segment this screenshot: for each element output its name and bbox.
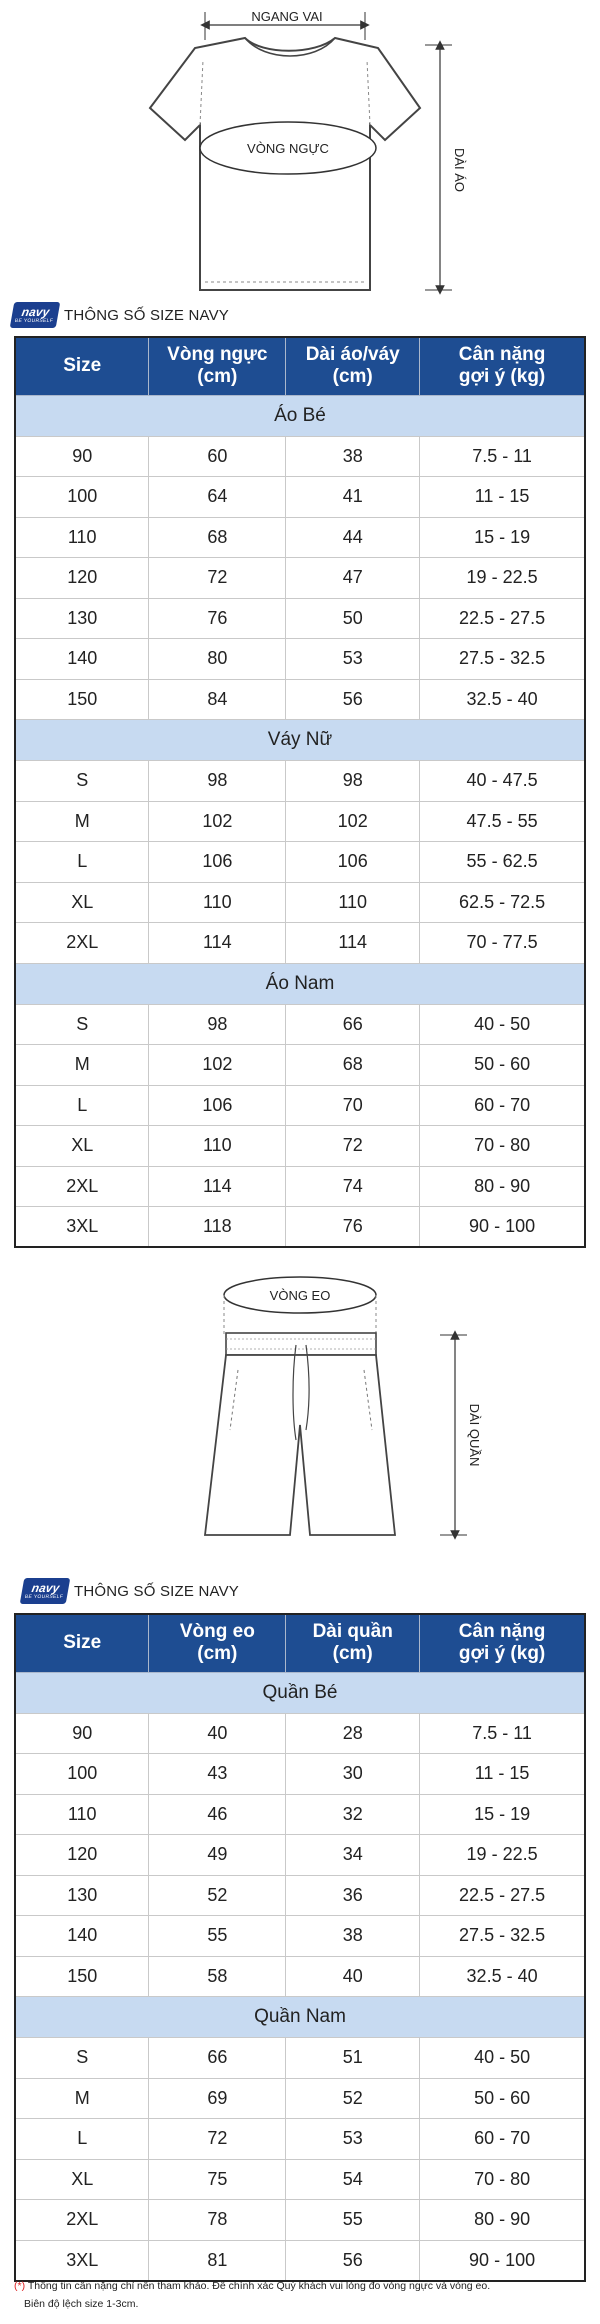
- cell-size: 100: [15, 477, 149, 518]
- section-row: [15, 963, 585, 1004]
- cell-size: 2XL: [15, 923, 149, 964]
- cell-measure: 110: [149, 1126, 286, 1167]
- cell-measure: 114: [149, 1166, 286, 1207]
- table-row: [15, 882, 585, 923]
- table-row: [15, 1835, 585, 1876]
- cell-size: 3XL: [15, 2240, 149, 2281]
- cell-length: 114: [286, 923, 420, 964]
- cell-size: S: [15, 1004, 149, 1045]
- cell-size: L: [15, 2119, 149, 2160]
- section-title: Áo Bé: [15, 395, 585, 436]
- navy-logo: navy BE YOURSELF: [20, 1578, 71, 1604]
- cell-weight: 22.5 - 27.5: [420, 1875, 585, 1916]
- cell-measure: 106: [149, 1085, 286, 1126]
- section-title: Áo Nam: [15, 963, 585, 1004]
- waist-label: VÒNG EO: [269, 1288, 331, 1303]
- cell-length: 50: [286, 598, 420, 639]
- cell-size: 100: [15, 1754, 149, 1795]
- header-weight: Cân nặng gợi ý (kg): [420, 337, 585, 395]
- cell-length: 34: [286, 1835, 420, 1876]
- footnote: [14, 2277, 586, 2313]
- table-row: [15, 1956, 585, 1997]
- cell-measure: 69: [149, 2078, 286, 2119]
- cell-length: 56: [286, 2240, 420, 2281]
- cell-length: 56: [286, 679, 420, 720]
- cell-length: 98: [286, 761, 420, 802]
- table-row: [15, 436, 585, 477]
- cell-length: 110: [286, 882, 420, 923]
- cell-measure: 43: [149, 1754, 286, 1795]
- cell-measure: 114: [149, 923, 286, 964]
- cell-length: 68: [286, 1045, 420, 1086]
- cell-size: L: [15, 1085, 149, 1126]
- cell-weight: 15 - 19: [420, 517, 585, 558]
- table-row: [15, 639, 585, 680]
- cell-size: S: [15, 2038, 149, 2079]
- cell-weight: 40 - 50: [420, 2038, 585, 2079]
- cell-size: 3XL: [15, 1207, 149, 1248]
- brand-row-shirt: [12, 300, 229, 330]
- cell-weight: 7.5 - 11: [420, 436, 585, 477]
- shorts-size-table: [14, 1613, 586, 2282]
- cell-length: 40: [286, 1956, 420, 1997]
- table-row: [15, 2038, 585, 2079]
- section-row: [15, 1997, 585, 2038]
- table-row: [15, 2159, 585, 2200]
- cell-measure: 49: [149, 1835, 286, 1876]
- cell-length: 102: [286, 801, 420, 842]
- cell-measure: 78: [149, 2200, 286, 2241]
- cell-size: 130: [15, 598, 149, 639]
- table-row: [15, 1045, 585, 1086]
- header-waist: Vòng eo (cm): [149, 1614, 286, 1672]
- footnote-marker: (*): [14, 2280, 26, 2292]
- cell-length: 38: [286, 436, 420, 477]
- cell-weight: 90 - 100: [420, 2240, 585, 2281]
- cell-weight: 19 - 22.5: [420, 558, 585, 599]
- table-row: [15, 2078, 585, 2119]
- cell-length: 41: [286, 477, 420, 518]
- chest-label: VÒNG NGỰC: [247, 141, 329, 156]
- table-row: [15, 2240, 585, 2281]
- cell-weight: 50 - 60: [420, 1045, 585, 1086]
- table-row: [15, 2200, 585, 2241]
- cell-measure: 72: [149, 2119, 286, 2160]
- cell-weight: 11 - 15: [420, 477, 585, 518]
- cell-length: 74: [286, 1166, 420, 1207]
- cell-size: 90: [15, 1713, 149, 1754]
- table-row: [15, 598, 585, 639]
- cell-weight: 90 - 100: [420, 1207, 585, 1248]
- cell-measure: 46: [149, 1794, 286, 1835]
- table-row: [15, 558, 585, 599]
- cell-weight: 80 - 90: [420, 2200, 585, 2241]
- table-row: [15, 1713, 585, 1754]
- cell-weight: 70 - 80: [420, 2159, 585, 2200]
- cell-length: 53: [286, 639, 420, 680]
- cell-length: 36: [286, 1875, 420, 1916]
- cell-measure: 80: [149, 639, 286, 680]
- cell-weight: 15 - 19: [420, 1794, 585, 1835]
- table-row: [15, 1754, 585, 1795]
- cell-measure: 60: [149, 436, 286, 477]
- cell-size: 2XL: [15, 1166, 149, 1207]
- cell-length: 28: [286, 1713, 420, 1754]
- cell-weight: 32.5 - 40: [420, 1956, 585, 1997]
- cell-measure: 55: [149, 1916, 286, 1957]
- cell-measure: 102: [149, 801, 286, 842]
- table-row: [15, 517, 585, 558]
- cell-length: 76: [286, 1207, 420, 1248]
- shirt-size-table: [14, 336, 586, 1248]
- table-row: [15, 2119, 585, 2160]
- table-header-row: [15, 337, 585, 395]
- shorts-outline: [205, 1355, 395, 1535]
- cell-measure: 72: [149, 558, 286, 599]
- shirt-diagram: [0, 0, 600, 300]
- cell-measure: 75: [149, 2159, 286, 2200]
- cell-weight: 22.5 - 27.5: [420, 598, 585, 639]
- table-row: [15, 801, 585, 842]
- cell-measure: 52: [149, 1875, 286, 1916]
- shoulder-label: NGANG VAI: [251, 9, 323, 24]
- cell-measure: 84: [149, 679, 286, 720]
- table-row: [15, 1794, 585, 1835]
- cell-size: 120: [15, 1835, 149, 1876]
- cell-length: 47: [286, 558, 420, 599]
- cell-measure: 66: [149, 2038, 286, 2079]
- cell-length: 53: [286, 2119, 420, 2160]
- cell-size: 140: [15, 1916, 149, 1957]
- section-row: [15, 720, 585, 761]
- section-title: Váy Nữ: [15, 720, 585, 761]
- cell-size: 90: [15, 436, 149, 477]
- table-row: [15, 923, 585, 964]
- cell-weight: 55 - 62.5: [420, 842, 585, 883]
- cell-size: 150: [15, 1956, 149, 1997]
- table-row: [15, 1004, 585, 1045]
- cell-measure: 106: [149, 842, 286, 883]
- cell-measure: 40: [149, 1713, 286, 1754]
- cell-weight: 11 - 15: [420, 1754, 585, 1795]
- cell-measure: 98: [149, 761, 286, 802]
- cell-size: 150: [15, 679, 149, 720]
- cell-length: 52: [286, 2078, 420, 2119]
- section-row: [15, 395, 585, 436]
- cell-size: 110: [15, 517, 149, 558]
- table-row: [15, 1207, 585, 1248]
- cell-length: 55: [286, 2200, 420, 2241]
- footnote-line-1: [14, 2277, 586, 2295]
- cell-length: 66: [286, 1004, 420, 1045]
- cell-size: M: [15, 2078, 149, 2119]
- cell-size: 130: [15, 1875, 149, 1916]
- cell-weight: 60 - 70: [420, 1085, 585, 1126]
- cell-weight: 62.5 - 72.5: [420, 882, 585, 923]
- cell-weight: 27.5 - 32.5: [420, 639, 585, 680]
- shirt-table-body: [15, 395, 585, 1247]
- navy-logo: navy BE YOURSELF: [10, 302, 61, 328]
- cell-length: 30: [286, 1754, 420, 1795]
- pants-length-label: DÀI QUẦN: [467, 1403, 482, 1467]
- table-row: [15, 761, 585, 802]
- cell-size: M: [15, 1045, 149, 1086]
- shorts-diagram: [0, 1265, 600, 1565]
- header-length: Dài áo/váy (cm): [286, 337, 420, 395]
- cell-measure: 118: [149, 1207, 286, 1248]
- table-row: [15, 1916, 585, 1957]
- cell-size: 110: [15, 1794, 149, 1835]
- footnote-text: Thông tin cân nặng chỉ nên tham khảo. Để chính xác Quý khách vui lòng đo vòng ngực và vòng eo.: [27, 2280, 491, 2292]
- cell-weight: 70 - 77.5: [420, 923, 585, 964]
- cell-weight: 19 - 22.5: [420, 1835, 585, 1876]
- section-title: Quần Bé: [15, 1672, 585, 1713]
- footnote-text-2: Biên độ lệch size 1-3cm.: [24, 2298, 139, 2310]
- cell-measure: 102: [149, 1045, 286, 1086]
- shorts-table-body: [15, 1672, 585, 2281]
- table-row: [15, 1875, 585, 1916]
- cell-length: 70: [286, 1085, 420, 1126]
- cell-measure: 81: [149, 2240, 286, 2281]
- cell-length: 54: [286, 2159, 420, 2200]
- section-title: Quần Nam: [15, 1997, 585, 2038]
- cell-size: M: [15, 801, 149, 842]
- table-header-row: [15, 1614, 585, 1672]
- cell-size: XL: [15, 1126, 149, 1167]
- cell-weight: 40 - 50: [420, 1004, 585, 1045]
- table-row: [15, 679, 585, 720]
- cell-measure: 68: [149, 517, 286, 558]
- table-row: [15, 1126, 585, 1167]
- cell-length: 44: [286, 517, 420, 558]
- cell-weight: 80 - 90: [420, 1166, 585, 1207]
- cell-size: L: [15, 842, 149, 883]
- cell-weight: 40 - 47.5: [420, 761, 585, 802]
- cell-length: 51: [286, 2038, 420, 2079]
- cell-size: XL: [15, 2159, 149, 2200]
- brand-row-shorts: [22, 1576, 239, 1606]
- section-row: [15, 1672, 585, 1713]
- table-row: [15, 1166, 585, 1207]
- header-length: Dài quần (cm): [286, 1614, 420, 1672]
- table-row: [15, 842, 585, 883]
- cell-length: 106: [286, 842, 420, 883]
- brand-title: THÔNG SỐ SIZE NAVY: [74, 1582, 240, 1600]
- cell-measure: 110: [149, 882, 286, 923]
- cell-measure: 64: [149, 477, 286, 518]
- cell-weight: 70 - 80: [420, 1126, 585, 1167]
- cell-measure: 98: [149, 1004, 286, 1045]
- length-label: DÀI ÁO: [452, 147, 467, 193]
- cell-weight: 27.5 - 32.5: [420, 1916, 585, 1957]
- cell-size: 140: [15, 639, 149, 680]
- header-size: Size: [15, 337, 149, 395]
- footnote-line-2: [14, 2295, 586, 2313]
- cell-length: 32: [286, 1794, 420, 1835]
- cell-size: XL: [15, 882, 149, 923]
- table-row: [15, 1085, 585, 1126]
- cell-length: 72: [286, 1126, 420, 1167]
- brand-title: THÔNG SỐ SIZE NAVY: [64, 306, 230, 324]
- cell-measure: 76: [149, 598, 286, 639]
- cell-weight: 60 - 70: [420, 2119, 585, 2160]
- cell-size: 120: [15, 558, 149, 599]
- header-chest: Vòng ngực (cm): [149, 337, 286, 395]
- header-size: Size: [15, 1614, 149, 1672]
- cell-weight: 47.5 - 55: [420, 801, 585, 842]
- table-row: [15, 477, 585, 518]
- cell-weight: 7.5 - 11: [420, 1713, 585, 1754]
- cell-length: 38: [286, 1916, 420, 1957]
- cell-size: 2XL: [15, 2200, 149, 2241]
- cell-weight: 32.5 - 40: [420, 679, 585, 720]
- header-weight: Cân nặng gợi ý (kg): [420, 1614, 585, 1672]
- cell-weight: 50 - 60: [420, 2078, 585, 2119]
- cell-size: S: [15, 761, 149, 802]
- cell-measure: 58: [149, 1956, 286, 1997]
